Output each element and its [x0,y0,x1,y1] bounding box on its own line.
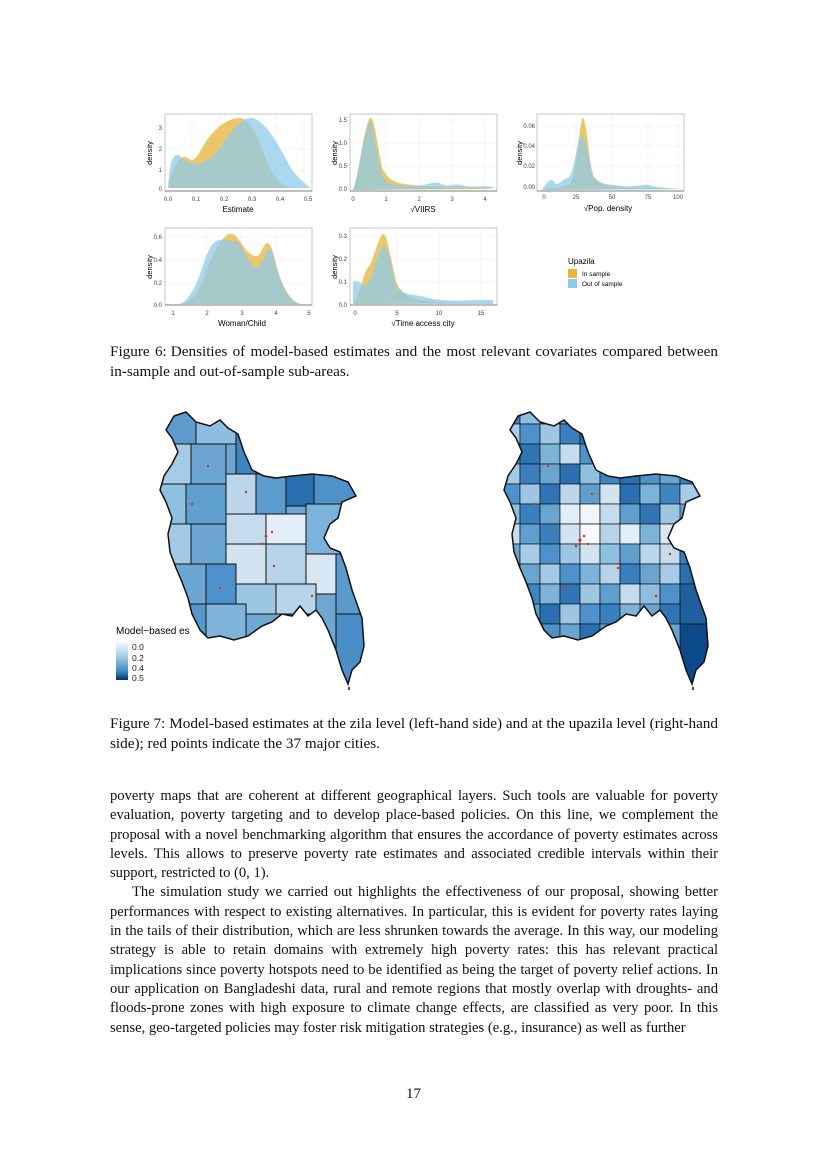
legend-swatch-out-of-sample [568,279,577,288]
legend-tick: 0.0 [132,642,144,652]
y-tick: 0.5 [338,164,347,170]
y-tick: 0.2 [338,257,347,263]
x-tick: 10 [435,311,443,317]
x-tick: 0.0 [163,197,173,203]
x-tick: 1 [384,197,388,203]
y-axis-label: density [330,141,339,165]
density-panel-estimate [145,114,313,214]
density-panel-woman-child [145,228,312,328]
caption-label: Figure 6: [110,343,167,360]
y-axis-label: density [145,141,154,165]
y-tick: 0.04 [523,144,535,150]
y-tick: 1.0 [338,141,347,147]
x-tick: 3 [240,311,244,317]
x-axis-label: Woman/Child [218,319,266,328]
figure-7-legend [116,626,190,683]
x-tick: 0.3 [247,197,257,203]
x-axis-label: √Time access city [391,319,455,328]
x-axis-label: √Pop. density [583,204,633,213]
y-tick: 0.4 [153,258,162,264]
x-tick: 0 [351,197,355,203]
y-tick: 0.0 [338,303,347,309]
x-tick: 100 [672,195,684,201]
figure-7-caption [110,714,718,754]
density-panel-pop-density [515,114,684,213]
caption-text: Densities of model-based estimates and the most relevant covariates compared between in-sample and out-of-sample sub-areas. [110,343,718,380]
y-tick: 1.5 [338,118,347,124]
x-tick: 2 [205,311,209,317]
paragraph: The simulation study we carried out highlights the effectiveness of our proposal, showing better performances with respect to existing alternatives. In particular, this is evident for poverty rates laying in the tails of their distribution, which are less shrunken towards the average. In this way, our modeling strategy is able to retain domains with extremely high poverty rates: this has relevant practical implications since poverty hotspots need to be identified as being the target of poverty relief actions. In our application on Bangladeshi data, rural and remote regions that mostly overlap with droughts- and floods-prone zones with high exposure to climate change effects, are classified as very poor. In this sense, geo-targeted policies may foster risk mitigation strategies (e.g., insurance) as well as further [110,884,718,1036]
x-tick: 0.4 [275,197,285,203]
y-tick: 2 [158,147,162,153]
x-tick: 1 [171,311,175,317]
upazila-level-map [460,404,718,692]
y-tick: 1 [158,168,162,174]
y-axis-label: density [330,255,339,279]
legend-title: Model−based es [116,626,190,637]
x-tick: 5 [307,311,311,317]
caption-label: Figure 7: [110,715,166,732]
x-tick: 4 [274,311,278,317]
zila-level-map [116,404,376,692]
x-tick: 15 [477,311,485,317]
legend-color-bar [116,642,128,680]
figure-6-caption [110,342,718,382]
body-text [110,787,718,1038]
y-tick: 3 [158,126,162,132]
y-tick: 0.02 [523,164,535,170]
density-panel-time-access-city [330,228,497,328]
legend-tick: 0.2 [132,653,144,663]
y-tick: 0.00 [523,185,535,191]
y-tick: 0 [158,187,162,193]
paragraph: poverty maps that are coherent at different geographical layers. Such tools are valuable for poverty evaluation, poverty targeting and to develop place-based policies. On this line, we complement the proposal with a novel benchmarking algorithm that ensures the accordance of poverty estimates across levels. This allows to preserve poverty rate estimates and associated credible intervals within their support, restricted to (0, 1). [110,788,718,882]
x-tick: 2 [417,197,421,203]
y-tick: 0.2 [153,281,162,287]
legend-tick: 0.5 [132,673,144,683]
x-tick: 25 [572,195,580,201]
legend-swatch-in-sample [568,269,577,278]
legend-label-in-sample: In sample [582,271,611,278]
legend-tick: 0.4 [132,663,144,673]
legend-label-out-of-sample: Out of sample [582,281,623,288]
y-axis-label: density [515,141,524,165]
x-axis-label: √VIIRS [410,205,436,214]
legend-title: Upazila [568,257,595,266]
page-number: 17 [406,1086,421,1102]
y-axis-label: density [145,255,154,279]
x-tick: 4 [483,197,487,203]
y-tick: 0.0 [153,303,162,309]
x-axis-label: Estimate [222,205,254,214]
figure-7-maps [110,400,718,692]
x-tick: 5 [395,311,399,317]
caption-text: Model-based estimates at the zila level (left-hand side) and at the upazila level (right-hand side); red points indicate the 37 major cities. [110,715,718,752]
density-panel-viirs [330,114,497,214]
y-tick: 0.3 [338,234,347,240]
x-tick: 0.2 [219,197,229,203]
figure-6-legend [568,257,623,288]
y-tick: 0.06 [523,124,535,130]
x-tick: 75 [644,195,652,201]
x-tick: 0 [353,311,357,317]
y-tick: 0.0 [338,187,347,193]
figure-6-density-plots [140,108,700,328]
y-tick: 0.6 [153,235,162,241]
x-tick: 0.1 [191,197,201,203]
x-tick: 3 [450,197,454,203]
x-tick: 0 [542,195,546,201]
x-tick: 50 [608,195,616,201]
y-tick: 0.1 [338,280,347,286]
x-tick: 0.5 [303,197,313,203]
